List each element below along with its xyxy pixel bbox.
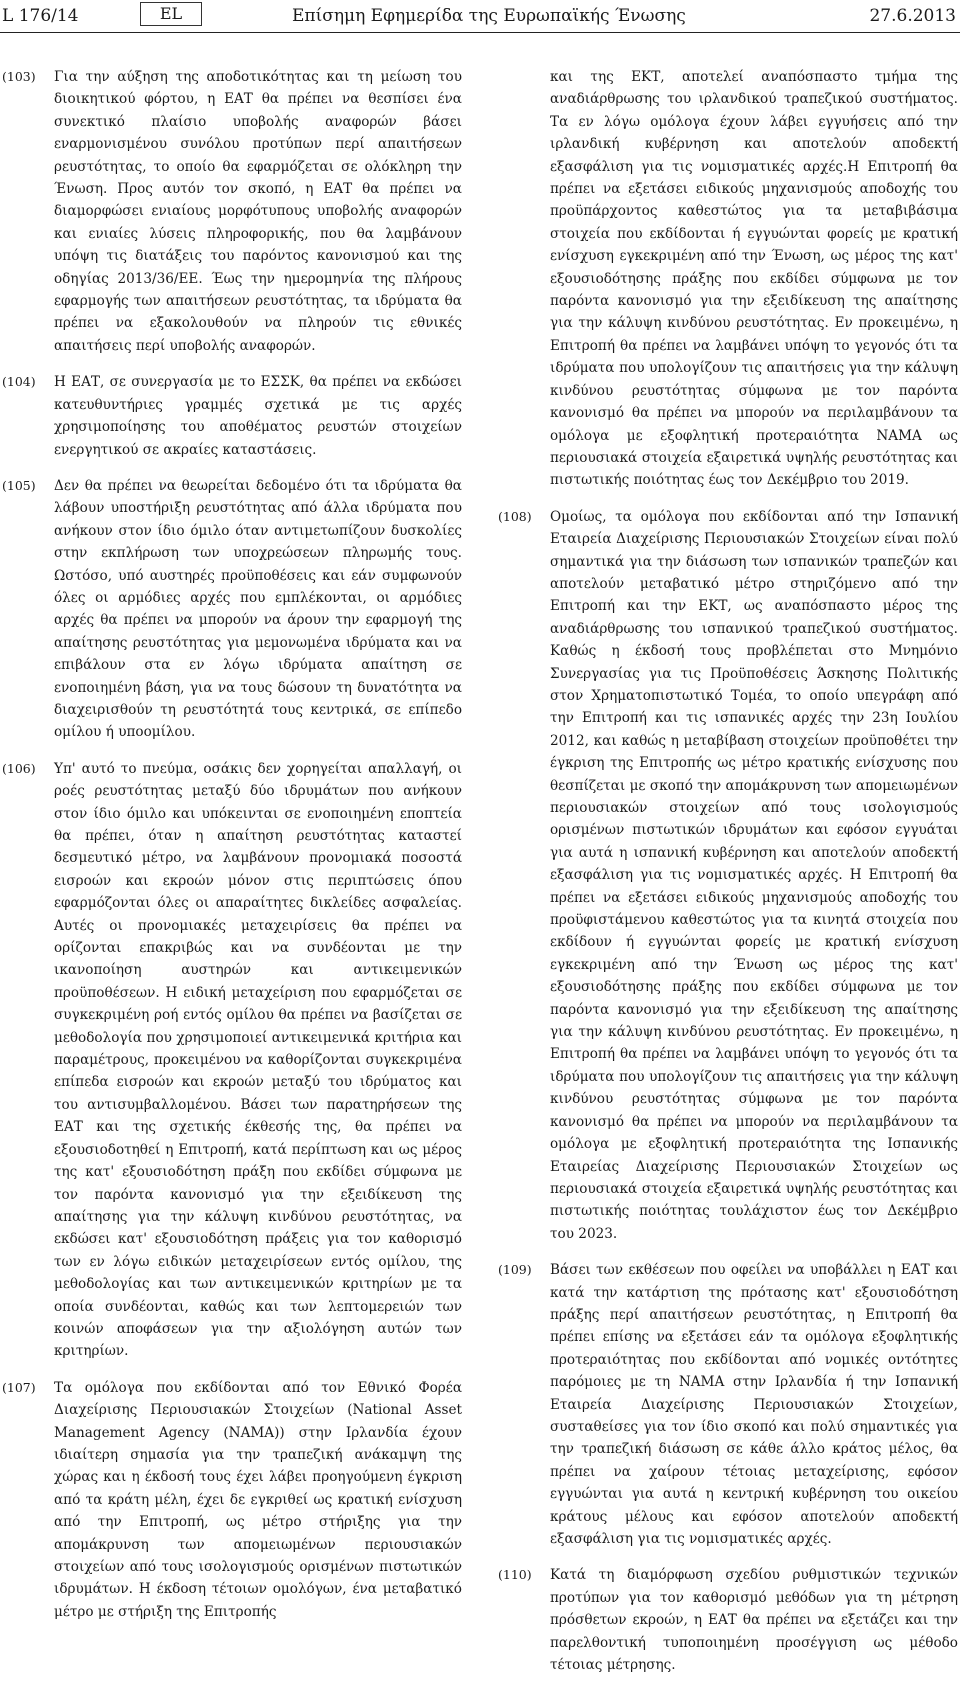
recital-110 [498, 1564, 958, 1676]
recital-105 [2, 475, 462, 744]
publication-date: 27.6.2013 [869, 6, 956, 26]
left-column [2, 66, 462, 1637]
recital-103 [2, 66, 462, 357]
header-divider [0, 32, 960, 33]
page-header [0, 0, 960, 42]
page-reference: L 176/14 [2, 6, 79, 26]
language-badge: EL [140, 2, 202, 26]
recital-106 [2, 758, 462, 1363]
recital-107-continuation: και της ΕΚΤ, αποτελεί αναπόσπαστο τμήμα της αναδιάρθρωσης του ιρλανδικού τραπεζικού συστήματος. Τα εν λόγω ομόλογα έχουν λάβει εγγυήσεις από την ιρλανδική κυβέρνηση και αποτελούν αποδεκτή εξασφάλιση για τις νομισματικές αρχές.Η Επιτροπή θα πρέπει να εξετάσει ειδικούς μηχανισμούς αποδοχής του προϋπάρχοντος καθεστώτος για τα μεταβιβάσιμα στοιχεία που εκδίδονται ή εγγυώνται φορείς με κρατική ενίσχυση εγκεκριμένη από την Ένωση, ως μέρος της κατ' εξουσιοδότησης πράξης που εκδίδει σύμφωνα με τον παρόντα κανονισμό για την εξειδίκευση της απαίτησης για την κάλυψη κινδύνου ρευστότητας. Εν προκειμένω, η Επιτροπή θα πρέπει να λαμβάνει υπόψη το γεγονός ότι τα ιδρύματα που υπολογίζουν τις απαιτήσεις για την κάλυψη κινδύνου ρευστότητας σύμφωνα με τον παρόντα κανονισμό θα πρέπει να μπορούν να περιλαμβάνουν τα ομόλογα με εξοφλητική προτεραιότητα ΝΑΜΑ ως περιουσιακά στοιχεία εξαιρετικά υψηλής ρευστότητας και πιστωτικής ποιότητας έως τον Δεκέμβριο του 2019. [550, 69, 958, 489]
recital-text: Ομοίως, τα ομόλογα που εκδίδονται από την Ισπανική Εταιρεία Διαχείρισης Περιουσιακών Στοιχείων είναι πολύ σημαντικά για την διάσωση των ισπανικών τραπεζών και αποτελούν μεταβατικό μέτρο στηριζόμενο από την Επιτροπή και την ΕΚΤ, ως αναπόσπαστο μέρος της αναδιάρθρωσης του ισπανικού τραπεζικού συστήματος. Καθώς η έκδοσή τους προβλέπεται στο Μνημόνιο Συνεργασίας για τις Προϋποθέσεις Άσκησης Πολιτικής στον Χρηματοπιστωτικό Τομέα, το οποίο υπεγράφη από την Επιτροπή και τις ισπανικές αρχές την 23η Ιουλίου 2012, και καθώς η μεταβίβαση στοιχείων προϋποθέτει την έγκριση της Επιτροπής ως μέτρο κρατικής ενίσχυσης που θεσπίζεται με σκοπό την απομάκρυνση των απομειωμένων περιουσιακών στοιχείων από τους ισολογισμούς ορισμένων πιστωτικών ιδρυμάτων και εφόσον εγγυάται για αυτά η ισπανική κυβέρνηση και αποτελούν αποδεκτή εξασφάλιση για τις νομισματικές αρχές. Η Επιτροπή θα πρέπει να εξετάσει ειδικούς μηχανισμούς αποδοχής του προϋφιστάμενου καθεστώτος για τα κινητά στοιχεία που εκδίδουν ή εγγυώνται φορείς με κρατική ενίσχυση εγκεκριμένη από την Ένωση ως μέρος της κατ' εξουσιοδότησης πράξης που εκδίδει σύμφωνα με τον παρόντα κανονισμό για την εξειδίκευση της απαίτησης για την κάλυψη κινδύνου ρευστότητας. Εν προκειμένω, η Επιτροπή θα πρέπει να λαμβάνει υπόψη το γεγονός ότι τα ιδρύματα που υπολογίζουν τις απαιτήσεις για την κάλυψη κινδύνου ρευστότητας σύμφωνα με τον παρόντα κανονισμό θα πρέπει να μπορούν να περιλαμβάνουν τα ομόλογα με εξοφλητική προτεραιότητα της Ισπανικής Εταιρείας Διαχείρισης Περιουσιακών Στοιχείων ως περιουσιακά στοιχεία εξαιρετικά υψηλής ρευστότητας και πιστωτικής ποιότητας τουλάχιστον έως τον Δεκέμβριο του 2023. [550, 508, 958, 1242]
recital-104 [2, 371, 462, 461]
right-column [498, 66, 958, 1690]
journal-title: Επίσημη Εφημερίδα της Ευρωπαϊκής Ένωσης [292, 6, 686, 26]
recital-text: Υπ' αυτό το πνεύμα, οσάκις δεν χορηγείται απαλλαγή, οι ροές ρευστότητας μεταξύ δύο ιδρυμάτων που ανήκουν στον ίδιο όμιλο και υπόκεινται σε ενοποιημένη εποπτεία θα πρέπει, όταν η απαίτηση ρευστότητας καταστεί δεσμευτικό μέτρο, να λαμβάνουν προνομιακά ποσοστά εισροών και εκροών μόνον στις περιπτώσεις όπου εφαρμόζονται όλες οι απαραίτητες δικλείδες ασφαλείας. Αυτές οι προνομιακές μεταχειρίσεις θα πρέπει να ορίζονται επακριβώς και να συνδέονται με την ικανοποίηση αυστηρών και αντικειμενικών προϋποθέσεων. Η ειδική μεταχείριση που εφαρμόζεται σε συγκεκριμένη ροή εντός ομίλου θα πρέπει να βασίζεται σε μεθοδολογία που χρησιμοποιεί αντικειμενικά κριτήρια και παραμέτρους, προκειμένου να καθορίζονται συγκεκριμένα επίπεδα εισροών και εκροών μεταξύ του ιδρύματος και του αντισυμβαλλομένου. Βάσει των παρατηρήσεων της ΕΑΤ και της σχετικής έκθεσής της, θα πρέπει να εξουσιοδοτηθεί η Επιτροπή, κατά περίπτωση και ως μέρος της κατ' εξουσιοδότηση πράξη που εκδίδει σύμφωνα με τον παρόντα κανονισμό για την εξειδίκευση της απαίτησης για την κάλυψη κινδύνου ρευστότητας, να εκδώσει κατ' εξουσιοδότηση πράξεις για τον καθορισμό των εν λόγω ειδικών μεταχειρίσεων εντός ομίλου, της μεθοδολογίας και των αντικειμενικών κριτηρίων με τα οποία συνδέονται, καθώς και των λεπτομερειών των κοινών αποφάσεων για την αξιολόγηση αυτών των κριτηρίων. [54, 760, 462, 1360]
recital-text: Τα ομόλογα που εκδίδονται από τον Εθνικό Φορέα Διαχείρισης Περιουσιακών Στοιχείων (National Asset Management Agency (NAMA)) στην Ιρλανδία έχουν ιδιαίτερη σημασία για την τραπεζική ανάκαμψη της χώρας και η έκδοσή τους έχει λάβει προηγούμενη έγκριση από τα κράτη μέλη, έχει δε εγκριθεί ως κρατική ενίσχυση από την Επιτροπή, ως μέτρο στήριξης για την απομάκρυνση των απομειωμένων περιουσιακών στοιχείων από τους ισολογισμούς ορισμένων πιστωτικών ιδρυμάτων. Η έκδοση τέτοιων ομολόγων, ένα μεταβατικό μέτρο με στήριξη της Επιτροπής [54, 1379, 462, 1620]
recital-text: Για την αύξηση της αποδοτικότητας και τη μείωση του διοικητικού φόρτου, η ΕΑΤ θα πρέπει να θεσπίσει ένα συνεκτικό πλαίσιο υποβολής αναφορών βάσει εναρμονισμένου συνόλου προτύπων περί απαιτήσεων ρευστότητας, το οποίο θα εφαρμόζεται σε ολόκληρη την Ένωση. Προς αυτόν τον σκοπό, η ΕΑΤ θα πρέπει να διαμορφώσει ενιαίους μορφότυπους υποβολής αναφορών και ενιαίες λύσεις πληροφορικής, που θα λαμβάνουν υπόψη τις διατάξεις του παρόντος κανονισμού και της οδηγίας 2013/36/ΕΕ. Έως την ημερομηνία της πλήρους εφαρμογής των απαιτήσεων ρευστότητας, τα ιδρύματα θα πρέπει να εξακολουθούν να πληρούν τις εθνικές απαιτήσεις περί υποβολής αναφορών. [54, 69, 462, 354]
recital-number: (108) [498, 508, 532, 524]
recital-number: (109) [498, 1262, 532, 1278]
recital-number: (107) [2, 1379, 36, 1395]
recital-107 [2, 1377, 462, 1623]
recital-text: Κατά τη διαμόρφωση σχεδίου ρυθμιστικών τεχνικών προτύπων για τον καθορισμό μεθόδων για τη μέτρηση πρόσθετων εκροών, η ΕΑΤ θα πρέπει να εξετάζει και την παρελθοντική τυποποιημένη προσέγγιση ως μέθοδο τέτοιας μέτρησης. [550, 1567, 958, 1674]
recital-number: (106) [2, 760, 36, 776]
recital-number: (110) [498, 1567, 532, 1583]
recital-108 [498, 506, 958, 1245]
recital-text: Δεν θα πρέπει να θεωρείται δεδομένο ότι τα ιδρύματα θα λάβουν υποστήριξη ρευστότητας από άλλα ιδρύματα που ανήκουν στον ίδιο όμιλο όταν αντιμετωπίζουν δυσκολίες στην εκπλήρωση των υποχρεώσεων πληρωμής τους. Ωστόσο, υπό αυστηρές προϋποθέσεις και εάν συμφωνούν όλες οι αρμόδιες αρχές που εμπλέκονται, οι αρμόδιες αρχές θα πρέπει να μπορούν να άρουν την εφαρμογή της απαίτησης ρευστότητας για μεμονωμένα ιδρύματα και να επιβάλουν στα εν λόγω ιδρύματα απαίτηση σε ενοποιημένη βάση, για να τους δώσουν τη δυνατότητα να διαχειρισθούν τη ρευστότητά τους κεντρικά, σε επίπεδο ομίλου ή υποομίλου. [54, 477, 462, 741]
recital-text: Η ΕΑΤ, σε συνεργασία με το ΕΣΣΚ, θα πρέπει να εκδώσει κατευθυντήριες γραμμές σχετικά με τις αρχές χρησιμοποίησης του αποθέματος ρευστών στοιχείων ενεργητικού σε ακραίες καταστάσεις. [54, 374, 462, 458]
recital-text: Βάσει των εκθέσεων που οφείλει να υποβάλλει η ΕΑΤ και κατά την κατάρτιση της πρότασης κατ' εξουσιοδότηση πράξης περί απαιτήσεων ρευστότητας, η Επιτροπή θα πρέπει επίσης να εξετάσει εάν τα ομόλογα εξοφλητικής προτεραιότητας που εκδίδονται από νομικές οντότητες παρόμοιες με τη ΝΑΜΑ στην Ιρλανδία ή την Ισπανική Εταιρεία Διαχείρισης Περιουσιακών Στοιχείων, συσταθείσες για τον ίδιο σκοπό και πολύ σημαντικές για την τραπεζική διάσωση σε κάθε άλλο κράτος μέλος, θα πρέπει να χαίρουν τέτοιας μεταχείρισης, εφόσον εγγυώνται για αυτά η κεντρική κυβέρνηση του οικείου κράτους μέλους και εφόσον αποτελούν αποδεκτή εξασφάλιση για τις νομισματικές αρχές. [550, 1262, 958, 1547]
recital-109 [498, 1259, 958, 1550]
recital-number: (105) [2, 477, 36, 493]
recital-number: (104) [2, 374, 36, 390]
recital-number: (103) [2, 69, 36, 84]
